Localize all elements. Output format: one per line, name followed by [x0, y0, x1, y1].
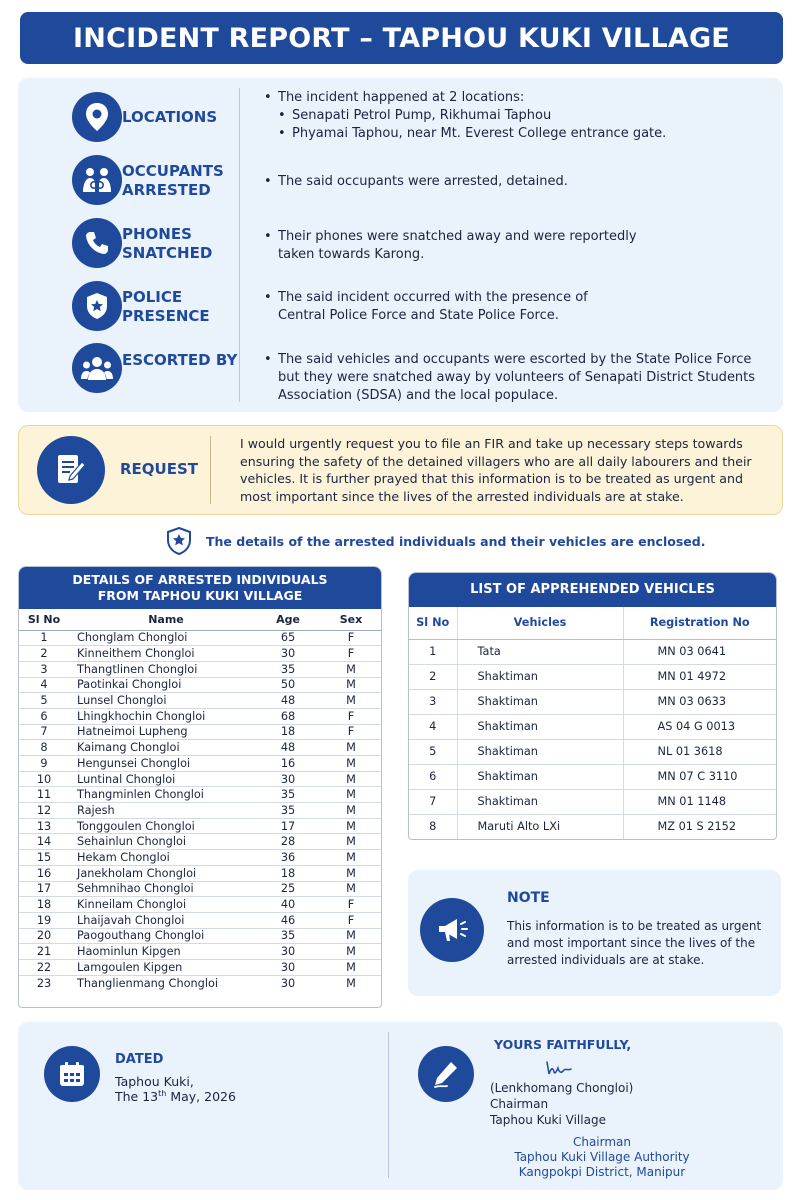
locations-label [122, 108, 217, 127]
column-header-sex: Sex [321, 609, 381, 630]
location-pin-icon [72, 92, 122, 142]
authority-block [490, 1135, 714, 1180]
cell-name: Haominlun Kipgen [69, 944, 255, 960]
vehicles-table-title: LIST OF APPREHENDED VEHICLES [409, 573, 776, 607]
cell-name: Rajesh [69, 803, 255, 819]
cell-sex: M [321, 928, 381, 944]
cell-sl-no: 2 [19, 646, 69, 662]
cell-registration: MN 07 C 3110 [623, 764, 776, 789]
table-row [19, 630, 381, 646]
individuals-title-line: DETAILS OF ARRESTED INDIVIDUALS [72, 572, 328, 587]
cell-age: 30 [280, 976, 296, 990]
date-ordinal: th [158, 1089, 167, 1098]
cell-sl-no: 20 [19, 928, 69, 944]
table-row [409, 714, 776, 739]
dated-label: DATED [115, 1052, 164, 1067]
apprehended-vehicles-table [408, 572, 777, 840]
cell-name: Thangminlen Chongloi [69, 787, 255, 803]
cell-age: 35 [255, 661, 321, 677]
cell-sex: M [321, 818, 381, 834]
table-row [19, 787, 381, 803]
location-item: • Phyamai Taphou, near Mt. Everest College entrance gate. [278, 126, 667, 141]
vehicles-header-row [409, 607, 776, 639]
cell-sl-no: 7 [19, 724, 69, 740]
phones-line: • Their phones were snatched away and were reportedly [264, 229, 637, 244]
arrested-individuals-table [18, 566, 382, 1008]
footer-divider [388, 1032, 389, 1178]
cell-vehicle: Maruti Alto LXi [457, 814, 623, 839]
cell-name: Paotinkai Chongloi [69, 677, 255, 693]
request-divider [210, 436, 211, 504]
dated-date [115, 1089, 236, 1104]
location-item-text: Senapati Petrol Pump, Rikhumai Taphou [292, 108, 552, 123]
cell-name: Lunsel Chongloi [69, 693, 255, 709]
note-text: This information is to be treated as urgent and most important since the lives of the arrested individuals are at stake. [507, 919, 762, 967]
table-row [19, 708, 381, 724]
cell-age: 25 [255, 881, 321, 897]
cell-sl-no: 3 [19, 661, 69, 677]
cell-age: 17 [255, 818, 321, 834]
authority-name: Taphou Kuki Village Authority [514, 1150, 690, 1164]
cell-sl-no: 9 [19, 756, 69, 772]
locations-text [264, 89, 666, 143]
cell-age: 28 [255, 834, 321, 850]
police-label-line: POLICE [122, 288, 183, 306]
cell-registration: NL 01 3618 [623, 739, 776, 764]
police-presence-text [264, 289, 588, 325]
table-row [19, 803, 381, 819]
cell-registration: MN 03 0633 [623, 689, 776, 714]
table-row [19, 897, 381, 913]
cell-sl-no: 17 [19, 881, 69, 897]
escorted-label-line: ESCORTED BY [122, 351, 238, 369]
cell-age: 18 [255, 724, 321, 740]
escorted-by-label [122, 351, 237, 370]
cell-vehicle: Shaktiman [457, 714, 623, 739]
police-line: • The said incident occurred with the presence of [264, 290, 588, 305]
date-day: The 13 [115, 1089, 159, 1105]
location-item-text: Phyamai Taphou, near Mt. Everest College entrance gate. [292, 126, 667, 141]
cell-name: Hatneimoi Lupheng [69, 724, 255, 740]
phones-snatched-text [264, 228, 637, 264]
dated-place: Taphou Kuki, [115, 1074, 194, 1089]
table-row [19, 975, 381, 991]
calendar-icon [44, 1046, 100, 1102]
cell-name: Kaimang Chongloi [69, 740, 255, 756]
footer-card [18, 1022, 783, 1190]
table-row [19, 912, 381, 928]
cell-sl-no: 7 [409, 789, 457, 814]
locations-line: • The incident happened at 2 locations: [264, 90, 525, 105]
cell-sl-no: 22 [19, 959, 69, 975]
escorted-line-text: The said vehicles and occupants were escorted by the State Police Force [278, 352, 752, 367]
signer-name: (Lenkhomang Chongloi) [490, 1081, 634, 1095]
occupants-line-text: The said occupants were arrested, detained. [278, 174, 568, 189]
cell-name: Paogouthang Chongloi [69, 928, 255, 944]
cell-sl-no: 1 [19, 630, 69, 646]
cell-sex: F [321, 646, 381, 662]
cell-sl-no: 11 [19, 787, 69, 803]
cell-sl-no: 19 [19, 912, 69, 928]
cell-name: Kinneithem Chongloi [69, 646, 255, 662]
request-card [18, 425, 783, 515]
page-title: INCIDENT REPORT – TAPHOU KUKI VILLAGE [73, 22, 730, 54]
phones-line-text: taken towards Karong. [278, 247, 425, 262]
pen-signature-icon [418, 1046, 474, 1102]
occupants-line: • The said occupants were arrested, detained. [264, 174, 568, 189]
cell-sex: M [321, 787, 381, 803]
table-row [409, 739, 776, 764]
cell-age: 30 [255, 944, 321, 960]
cell-registration: MZ 01 S 2152 [657, 820, 737, 834]
cell-vehicle: Shaktiman [457, 764, 623, 789]
phones-snatched-label [122, 225, 212, 263]
cell-sl-no: 2 [409, 664, 457, 689]
vehicles-grid [409, 607, 776, 839]
cell-sex: M [321, 834, 381, 850]
cell-name: Janekholam Chongloi [69, 865, 255, 881]
phones-label-line: SNATCHED [122, 244, 213, 262]
column-header-vehicles: Vehicles [457, 607, 623, 639]
cell-sex: M [321, 693, 381, 709]
cell-sex: M [321, 740, 381, 756]
cell-name: Sehainlun Chongloi [69, 834, 255, 850]
occupants-arrested-label [122, 162, 224, 200]
cell-sex: F [321, 912, 381, 928]
cell-age: 68 [255, 708, 321, 724]
police-line-text: The said incident occurred with the presence of [278, 290, 588, 305]
police-line-text: Central Police Force and State Police Force. [278, 308, 559, 323]
cell-sex: F [321, 708, 381, 724]
document-edit-icon [37, 436, 105, 504]
cell-age: 48 [255, 693, 321, 709]
cell-age: 65 [255, 630, 321, 646]
cell-age: 18 [255, 865, 321, 881]
cell-age: 30 [255, 646, 321, 662]
cell-age: 50 [255, 677, 321, 693]
note-title: NOTE [507, 890, 550, 906]
cell-name: Kinneilam Chongloi [69, 897, 255, 913]
cell-sl-no: 23 [36, 976, 52, 990]
table-row [409, 639, 776, 664]
cell-registration: MN 01 1148 [623, 789, 776, 814]
cell-vehicle: Tata [457, 639, 623, 664]
enclosed-notice [166, 527, 705, 555]
cell-sl-no: 13 [19, 818, 69, 834]
incident-info-card [18, 78, 783, 412]
megaphone-icon [420, 898, 484, 962]
cell-age: 40 [255, 897, 321, 913]
cell-sex: M [321, 756, 381, 772]
cell-name: Hengunsei Chongloi [69, 756, 255, 772]
handwritten-signature [544, 1058, 574, 1080]
cell-sl-no: 3 [409, 689, 457, 714]
cell-sex: F [321, 897, 381, 913]
date-month-year: May, 2026 [166, 1089, 236, 1105]
cell-sl-no: 8 [409, 814, 457, 839]
column-header-age: Age [255, 609, 321, 630]
column-header-registration: Registration No [623, 607, 776, 639]
authority-district: Kangpokpi District, Manipur [518, 1165, 686, 1179]
cell-name: Lhingkhochin Chongloi [69, 708, 255, 724]
table-row [409, 814, 776, 839]
table-row [19, 834, 381, 850]
cell-sl-no: 16 [19, 865, 69, 881]
cell-name: Thangtlinen Chongloi [69, 661, 255, 677]
cell-age: 35 [255, 803, 321, 819]
cell-sex: M [321, 959, 381, 975]
signer-block [490, 1080, 633, 1128]
escorted-line-text: Association (SDSA) and the local populace. [278, 388, 559, 403]
cell-name: Lhaijavah Chongloi [69, 912, 255, 928]
cell-name: Sehmnihao Chongloi [69, 881, 255, 897]
cell-sex: M [321, 881, 381, 897]
table-row [19, 677, 381, 693]
cell-sl-no: 10 [19, 771, 69, 787]
occupants-label-line: OCCUPANTS [122, 162, 224, 180]
table-row [19, 959, 381, 975]
enclosed-text: The details of the arrested individuals and their vehicles are enclosed. [206, 533, 706, 549]
cell-sex: M [321, 803, 381, 819]
cell-sex: M [346, 976, 356, 990]
table-row [19, 881, 381, 897]
column-header-sl-no: Sl No [19, 609, 69, 630]
cell-sex: M [321, 771, 381, 787]
locations-line-text: The incident happened at 2 locations: [278, 90, 525, 105]
closing-salutation: YOURS FAITHFULLY, [494, 1037, 632, 1052]
phone-icon [72, 218, 122, 268]
escorted-line [264, 369, 755, 387]
table-row [409, 789, 776, 814]
cell-age: 35 [255, 787, 321, 803]
cell-sex: M [321, 944, 381, 960]
cell-age: 30 [255, 771, 321, 787]
signer-village: Taphou Kuki Village [490, 1113, 606, 1127]
cell-name: Lamgoulen Kipgen [69, 959, 255, 975]
individuals-header-row [19, 609, 381, 630]
table-row [19, 850, 381, 866]
table-row [409, 764, 776, 789]
cell-sex: M [321, 677, 381, 693]
cell-vehicle: Shaktiman [457, 689, 623, 714]
table-row [19, 771, 381, 787]
cell-sl-no: 6 [19, 708, 69, 724]
cell-sl-no: 18 [19, 897, 69, 913]
cell-vehicle: Shaktiman [457, 739, 623, 764]
table-row [19, 928, 381, 944]
cell-sex: M [321, 850, 381, 866]
cell-name: Chonglam Chongloi [69, 630, 255, 646]
signer-title: Chairman [490, 1097, 549, 1111]
cell-name: Thanglienmang Chongloi [77, 976, 219, 990]
police-label-line: PRESENCE [122, 307, 210, 325]
arrested-occupants-icon [72, 155, 122, 205]
cell-name: Luntinal Chongloi [69, 771, 255, 787]
cell-vehicle: Shaktiman [457, 789, 623, 814]
individuals-table-title [19, 567, 381, 609]
column-header-name: Name [69, 609, 255, 630]
occupants-label-line: ARRESTED [122, 181, 211, 199]
table-row [19, 661, 381, 677]
table-row [19, 740, 381, 756]
table-row [19, 818, 381, 834]
location-item: • Senapati Petrol Pump, Rikhumai Taphou [278, 108, 552, 123]
cell-sex: M [321, 661, 381, 677]
escorted-by-text [264, 351, 755, 405]
table-row [19, 693, 381, 709]
cell-sl-no: 6 [409, 764, 457, 789]
locations-label-line: LOCATIONS [122, 108, 218, 126]
cell-sl-no: 1 [409, 639, 457, 664]
table-row [19, 865, 381, 881]
police-line [264, 307, 588, 325]
cell-sl-no: 14 [19, 834, 69, 850]
cell-vehicle: Shaktiman [457, 664, 623, 689]
table-row [409, 664, 776, 689]
report-title-banner [20, 12, 783, 64]
cell-sex: F [321, 630, 381, 646]
authority-title: Chairman [572, 1135, 632, 1149]
cell-age: 16 [255, 756, 321, 772]
cell-age: 46 [255, 912, 321, 928]
police-badge-icon [72, 281, 122, 331]
cell-age: 35 [255, 928, 321, 944]
cell-sl-no: 4 [19, 677, 69, 693]
cell-sl-no: 12 [19, 803, 69, 819]
cell-age: 36 [255, 850, 321, 866]
phones-line [264, 246, 637, 264]
cell-sl-no: 5 [409, 739, 457, 764]
individuals-title-line: FROM TAPHOU KUKI VILLAGE [97, 588, 303, 603]
phones-line-text: Their phones were snatched away and were reportedly [278, 229, 637, 244]
phones-label-line: PHONES [122, 225, 192, 243]
cell-registration: MN 03 0641 [623, 639, 776, 664]
cell-name: Hekam Chongloi [69, 850, 255, 866]
table-row [19, 724, 381, 740]
table-row [19, 944, 381, 960]
note-card [408, 870, 781, 996]
shield-star-icon [166, 527, 192, 555]
cell-sl-no: 15 [19, 850, 69, 866]
police-presence-label [122, 288, 210, 326]
table-row [19, 756, 381, 772]
cell-age: 48 [255, 740, 321, 756]
column-header-sl-no: Sl No [409, 607, 457, 639]
escorted-line-text: but they were snatched away by volunteers of Senapati District Students [278, 370, 756, 385]
cell-name: Tonggoulen Chongloi [69, 818, 255, 834]
escorted-line: • The said vehicles and occupants were escorted by the State Police Force [264, 352, 752, 367]
cell-sex: F [321, 724, 381, 740]
cell-age: 30 [255, 959, 321, 975]
cell-sl-no: 21 [19, 944, 69, 960]
request-label: REQUEST [120, 460, 199, 478]
cell-sex: M [321, 865, 381, 881]
individuals-grid [19, 609, 381, 991]
escorted-line [264, 387, 755, 405]
table-row [409, 689, 776, 714]
occupants-arrested-text [264, 173, 568, 191]
group-people-icon [72, 343, 122, 393]
request-text: I would urgently request you to file an FIR and take up necessary steps towards ensuring the safety of the detained villagers who are all daily labourers and their vehicles. It is further prayed that this information is to be treated as urgent and most important since the lives of the arrested individuals are at stake. [240, 436, 752, 504]
info-divider [239, 88, 240, 402]
cell-registration: MN 01 4972 [623, 664, 776, 689]
cell-registration: AS 04 G 0013 [623, 714, 776, 739]
cell-sl-no: 4 [409, 714, 457, 739]
cell-sl-no: 5 [19, 693, 69, 709]
table-row [19, 646, 381, 662]
cell-sl-no: 8 [19, 740, 69, 756]
